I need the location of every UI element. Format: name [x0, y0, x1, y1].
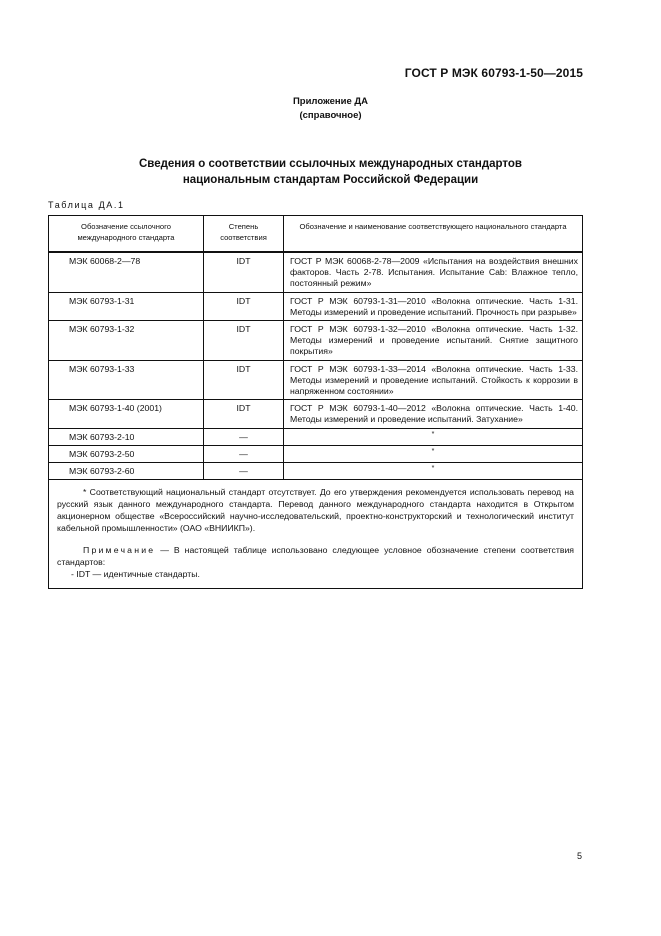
table-caption: Таблица ДА.1: [48, 200, 125, 210]
degree-cell: IDT: [204, 292, 284, 320]
document-code: ГОСТ Р МЭК 60793-1-50—2015: [404, 66, 583, 80]
degree-cell: —: [204, 445, 284, 462]
degree-cell: IDT: [204, 360, 284, 400]
table-footnote-cell: [49, 480, 583, 589]
national-standard-cell: ГОСТ Р МЭК 60793-1-40—2012 «Волокна оптические. Часть 1-40. Методы измерений и проведение испытаний. Затухание»: [284, 400, 583, 428]
table-footnote-row: [49, 480, 583, 589]
page-number: 5: [577, 851, 583, 861]
table-row: [49, 360, 583, 400]
table-note: [57, 544, 574, 568]
national-standard-cell: [284, 445, 583, 462]
national-standard-cell: [284, 428, 583, 445]
note-text: — В настоящей таблице использовано следующее условное обозначение степени соответствия стандартов:: [57, 545, 574, 568]
note-label: Примечание: [83, 545, 156, 556]
column-header-national: Обозначение и наименование соответствующего национального стандарта: [284, 216, 583, 253]
national-standard-cell: ГОСТ Р МЭК 60793-1-31—2010 «Волокна оптические. Часть 1-31. Методы измерений и проведение испытаний. Прочность при разрыве»: [284, 292, 583, 320]
national-standard-cell: ГОСТ Р МЭК 60793-1-32—2010 «Волокна оптические. Часть 1-32. Методы измерений и проведение испытаний. Снятие защитного покрытия»: [284, 321, 583, 361]
degree-cell: —: [204, 463, 284, 480]
heading-line-2: национальным стандартам Российской Федерации: [182, 174, 479, 186]
table-header-row: [49, 216, 583, 253]
note-list-item: - IDT — идентичные стандарты.: [71, 569, 200, 580]
degree-cell: IDT: [204, 400, 284, 428]
column-header-degree: Степень соответствия: [204, 216, 284, 253]
reference-standard-cell: МЭК 60793-2-50: [49, 445, 204, 462]
appendix-subtitle: (справочное): [299, 110, 362, 121]
degree-cell: —: [204, 428, 284, 445]
column-header-reference: Обозначение ссылочного международного стандарта: [49, 216, 204, 253]
appendix-title: Приложение ДА: [292, 96, 369, 107]
table-row: [49, 400, 583, 428]
appendix-block: [0, 95, 661, 123]
footnote-marker: *: [431, 430, 435, 438]
table-row: [49, 445, 583, 462]
table-row: [49, 292, 583, 320]
reference-standard-cell: МЭК 60793-1-32: [49, 321, 204, 361]
table-row: [49, 252, 583, 292]
reference-standard-cell: МЭК 60068-2—78: [49, 252, 204, 292]
heading-line-1: Сведения о соответствии ссылочных международных стандартов: [138, 158, 522, 170]
degree-cell: IDT: [204, 321, 284, 361]
footnote-marker: *: [431, 465, 435, 473]
reference-standard-cell: МЭК 60793-2-10: [49, 428, 204, 445]
national-standard-cell: ГОСТ Р МЭК 60793-1-33—2014 «Волокна оптические. Часть 1-33. Методы измерений и проведение испытаний. Стойкость к коррозии в напряженном состоянии»: [284, 360, 583, 400]
degree-cell: IDT: [204, 252, 284, 292]
reference-standard-cell: МЭК 60793-1-33: [49, 360, 204, 400]
reference-standard-cell: МЭК 60793-1-31: [49, 292, 204, 320]
table-row: [49, 428, 583, 445]
footnote-text: * Соответствующий национальный стандарт отсутствует. До его утверждения рекомендуется использовать перевод на русский язык данного международного стандарта. Перевод данного международного стандарта находится в Открытом акционерном обществе «Всероссийский научно-исследовательский, проектно-конструкторский и технологический институт кабельной промышленности» (ОАО «ВНИИКП»).: [57, 487, 574, 534]
section-heading: [0, 156, 661, 188]
reference-standard-cell: МЭК 60793-1-40 (2001): [49, 400, 204, 428]
national-standard-cell: ГОСТ Р МЭК 60068-2-78—2009 «Испытания на воздействия внешних факторов. Часть 2-78. Испытания. Испытание Cab: Влажное тепло, постоянный режим»: [284, 252, 583, 292]
national-standard-cell: [284, 463, 583, 480]
footnote-marker: *: [431, 447, 435, 455]
correspondence-table: [48, 215, 583, 589]
table-row: [49, 321, 583, 361]
reference-standard-cell: МЭК 60793-2-60: [49, 463, 204, 480]
table-row: [49, 463, 583, 480]
